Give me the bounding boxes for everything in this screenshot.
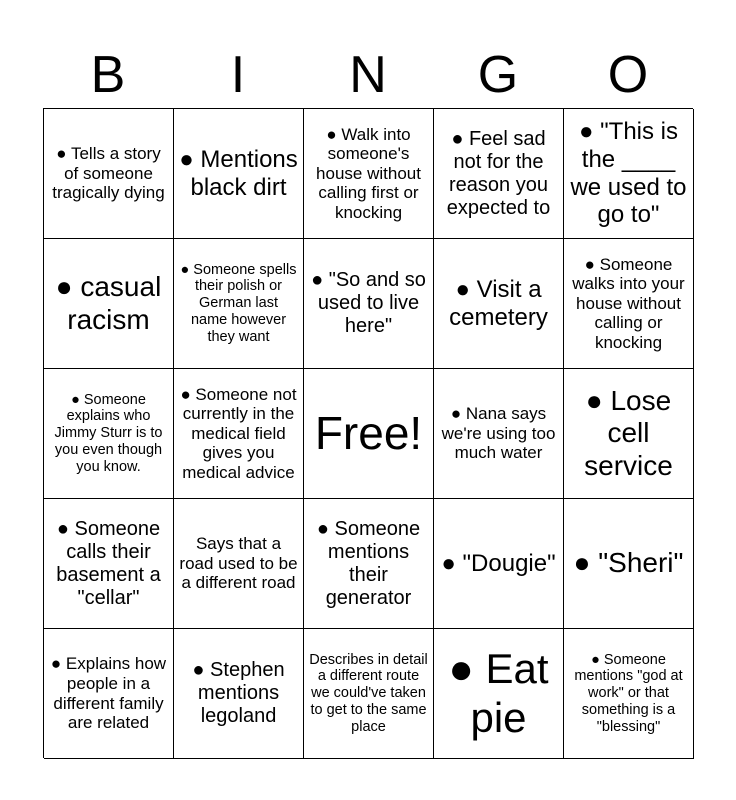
cell-text: ● Someone mentions their generator [316, 517, 421, 609]
bingo-cell[interactable] [434, 109, 564, 239]
bingo-grid [43, 108, 693, 758]
cell-text: ● "So and so used to live here" [311, 269, 426, 337]
cell-text: ● casual racism [55, 271, 162, 335]
cell-text: ● "Dougie" [441, 549, 556, 577]
cell-text: ● Someone explains who Jimmy Sturr is to you even though you know. [54, 391, 163, 475]
bingo-cell[interactable] [434, 499, 564, 629]
bingo-cell[interactable] [44, 109, 174, 239]
header-letter-b: B [90, 46, 126, 104]
header-letter-i: I [230, 46, 246, 104]
bingo-cell[interactable] [174, 499, 304, 629]
header-letter-o: O [607, 46, 649, 104]
cell-text: ● Visit a cemetery [449, 275, 548, 331]
bingo-cell[interactable] [564, 239, 694, 369]
bingo-header [43, 42, 693, 108]
cell-text: ● Nana says we're using too much water [441, 404, 556, 463]
bingo-cell[interactable] [434, 239, 564, 369]
cell-text: ● Mentions black dirt [179, 145, 298, 201]
bingo-cell[interactable] [434, 369, 564, 499]
cell-text: ● Someone spells their polish or German last name however they want [180, 261, 297, 345]
bingo-cell[interactable] [44, 239, 174, 369]
cell-text: ● Someone mentions "god at work" or that something is a "blessing" [574, 651, 683, 735]
bingo-cell[interactable] [304, 109, 434, 239]
bingo-cell[interactable] [44, 369, 174, 499]
bingo-cell[interactable] [304, 629, 434, 759]
bingo-cell[interactable] [564, 629, 694, 759]
header-letter-n: N [349, 46, 387, 104]
cell-text: ● Stephen mentions legoland [192, 659, 285, 727]
cell-text: ● Eat pie [448, 645, 549, 741]
cell-text: ● Tells a story of someone tragically dying [52, 144, 165, 203]
free-space-cell[interactable] [304, 369, 434, 499]
bingo-cell[interactable] [564, 109, 694, 239]
cell-text: ● Feel sad not for the reason you expected to [446, 127, 551, 219]
cell-text: Says that a road used to be a different road [179, 534, 298, 593]
cell-text: ● "Sheri" [573, 547, 684, 579]
cell-text: ● Someone not currently in the medical field gives you medical advice [180, 384, 297, 482]
cell-text: ● Walk into someone's house without calling first or knocking [316, 124, 421, 222]
cell-text: ● Explains how people in a different family are related [50, 654, 167, 733]
cell-text: ● "This is the ____ we used to go to" [570, 118, 687, 229]
bingo-cell[interactable] [564, 499, 694, 629]
cell-text: Describes in detail a different route we could've taken to get to the same place [309, 651, 428, 735]
bingo-cell[interactable] [564, 369, 694, 499]
bingo-cell[interactable] [174, 369, 304, 499]
cell-text: ● Someone walks into your house without calling or knocking [572, 254, 685, 352]
bingo-cell[interactable] [174, 109, 304, 239]
bingo-cell[interactable] [44, 499, 174, 629]
cell-text: ● Lose cell service [584, 385, 673, 481]
bingo-cell[interactable] [174, 629, 304, 759]
bingo-cell[interactable] [174, 239, 304, 369]
bingo-cell[interactable] [304, 499, 434, 629]
header-letter-g: G [477, 46, 519, 104]
free-space-text: Free! [314, 407, 423, 460]
bingo-cell[interactable] [304, 239, 434, 369]
bingo-cell[interactable] [44, 629, 174, 759]
bingo-cell[interactable] [434, 629, 564, 759]
cell-text: ● Someone calls their basement a "cellar" [56, 517, 161, 609]
